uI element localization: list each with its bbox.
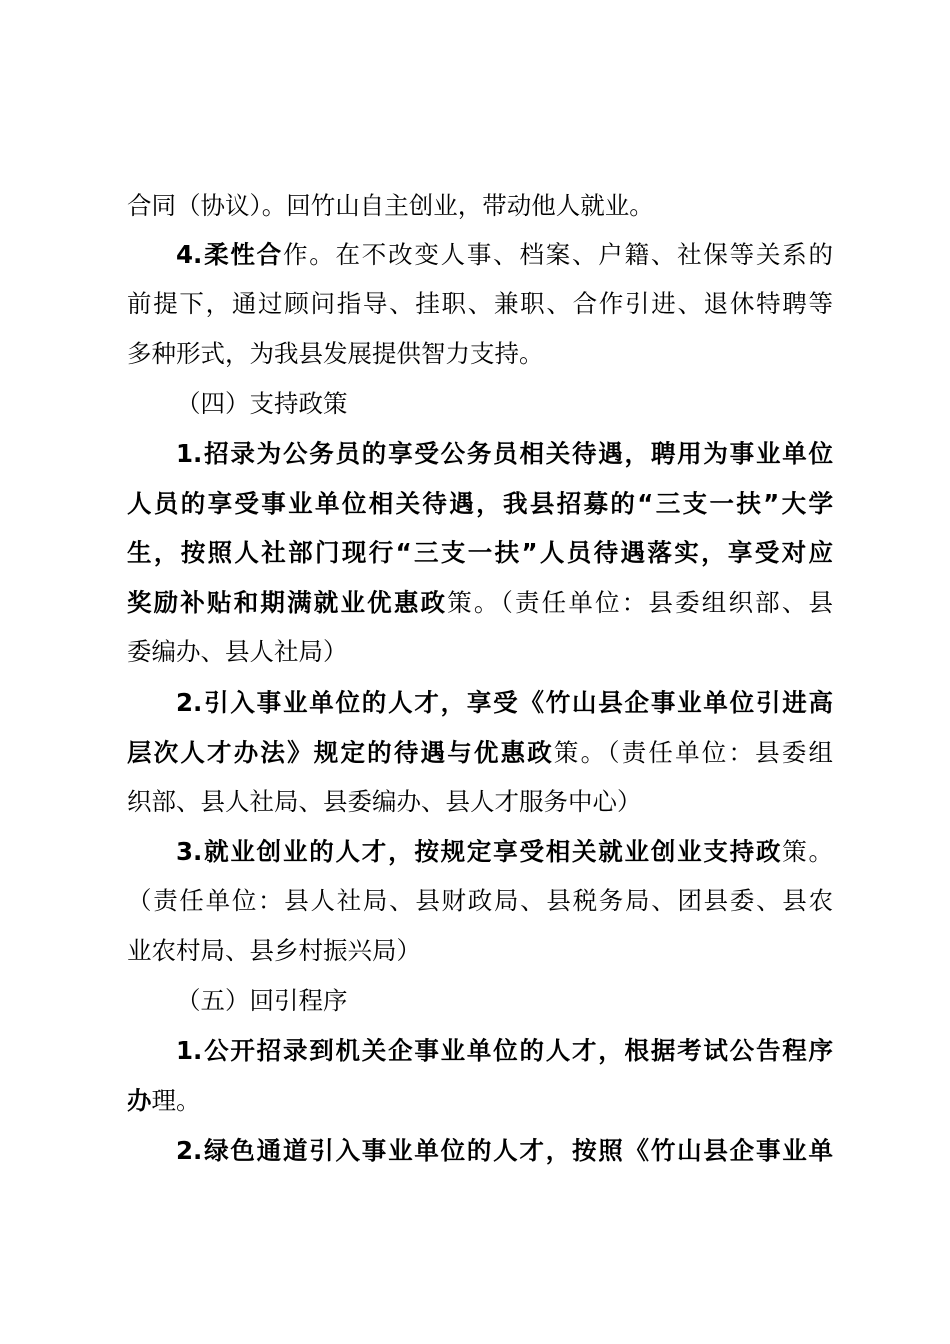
text-run: 策。 <box>782 837 833 866</box>
bold-text-run: 奖励补贴和期满就业优惠政 <box>127 588 448 617</box>
bold-text-run: 人员的享受事业单位相关待遇，我县招募的“三支一扶”大学 <box>127 489 833 518</box>
text-run: （四）支持政策 <box>176 389 348 418</box>
text-line <box>127 486 833 522</box>
text-run: 织部、县人社局、县委编办、县人才服务中心） <box>127 787 642 816</box>
bold-text-run: 2.引入事业单位的人才，享受《竹山县企事业单位引进高 <box>176 688 833 717</box>
bold-text-run: 1.招录为公务员的享受公务员相关待遇，聘用为事业单位 <box>176 439 833 468</box>
bold-text-run: 1.公开招录到机关企事业单位的人才，根据考试公告程序 <box>176 1036 833 1065</box>
text-line <box>176 1133 833 1169</box>
text-line <box>176 386 833 422</box>
text-run: 前提下，通过顾问指导、挂职、兼职、合作引进、退休特聘等 <box>127 289 833 318</box>
text-line <box>127 286 833 322</box>
text-line <box>127 883 833 919</box>
bold-text-run: 2.绿色通道引入事业单位的人才，按照《竹山县企事业单 <box>176 1136 833 1165</box>
text-run: 策。（责任单位：县委组织部、县 <box>447 588 833 617</box>
text-line <box>127 933 833 969</box>
text-line <box>127 585 833 621</box>
text-run: （责任单位：县人社局、县财政局、县税务局、团县委、县农 <box>127 886 833 915</box>
bold-text-run: 4.柔性合 <box>176 240 283 269</box>
text-run: 策。（责任单位：县委组 <box>553 738 833 767</box>
text-run: 业农村局、县乡村振兴局） <box>127 936 421 965</box>
text-line <box>176 685 833 721</box>
bold-text-run: 3.就业创业的人才，按规定享受相关就业创业支持政 <box>176 837 783 866</box>
text-line <box>127 634 833 670</box>
text-run: 理。 <box>151 1086 201 1115</box>
bold-text-run: 层次人才办法》规定的待遇与优惠政 <box>127 738 554 767</box>
text-line <box>127 735 833 771</box>
text-line <box>127 188 833 224</box>
text-run: （五）回引程序 <box>176 986 348 1015</box>
bold-text-run: 生，按照人社部门现行“三支一扶”人员待遇落实，享受对应 <box>127 538 833 567</box>
text-line <box>176 237 833 273</box>
text-run: 委编办、县人社局） <box>127 637 348 666</box>
text-line <box>127 336 833 372</box>
text-run: 多种形式，为我县发展提供智力支持。 <box>127 339 544 368</box>
text-run: 作。在不改变人事、档案、户籍、社保等关系的 <box>282 240 833 269</box>
text-run: 合同（协议）。回竹山自主创业，带动他人就业。 <box>127 191 654 220</box>
bold-text-run: 办 <box>127 1086 152 1115</box>
text-line <box>176 436 833 472</box>
text-line <box>176 983 833 1019</box>
text-line <box>127 784 833 820</box>
text-line <box>176 834 833 870</box>
text-line <box>127 1083 833 1119</box>
text-line <box>176 1033 833 1069</box>
text-line <box>127 535 833 571</box>
